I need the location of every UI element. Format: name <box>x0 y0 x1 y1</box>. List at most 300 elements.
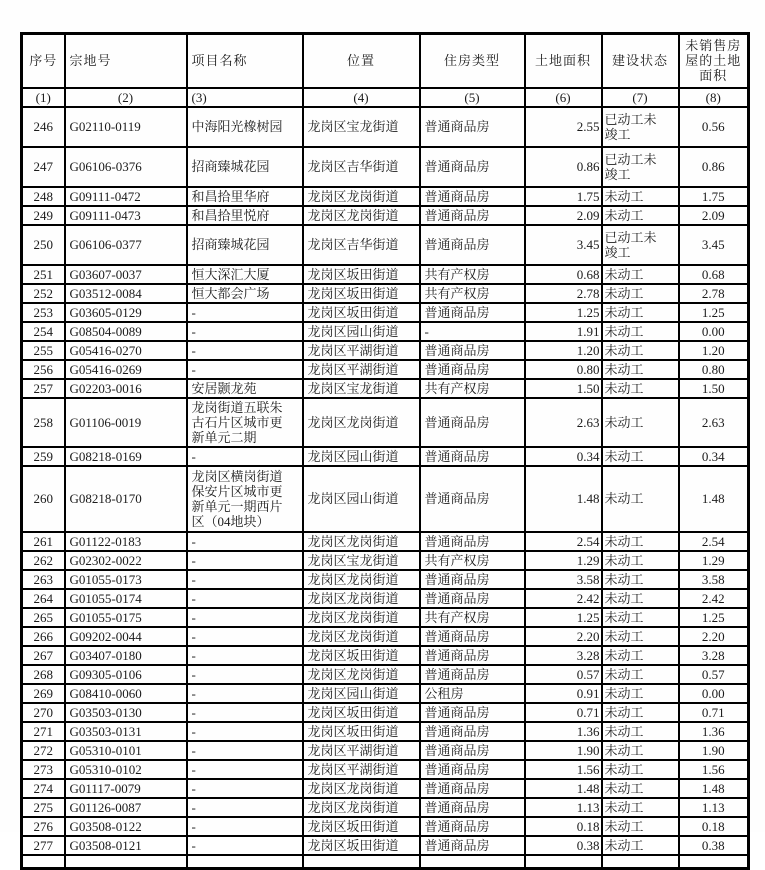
cell-seq: 257 <box>22 379 65 398</box>
cell-unsold-land-area: 0.34 <box>679 447 749 466</box>
cell-parcel-id: G01126-0087 <box>65 798 187 817</box>
cell-seq: 258 <box>22 398 65 447</box>
cell-empty <box>525 855 602 869</box>
table-row <box>22 225 749 265</box>
cell-seq: 248 <box>22 187 65 206</box>
cell-empty <box>187 855 303 869</box>
cell-location: 龙岗区平湖街道 <box>303 760 420 779</box>
cell-unsold-land-area: 1.20 <box>679 341 749 360</box>
cell-housing-type: 普通商品房 <box>420 589 525 608</box>
cell-land-area: 0.38 <box>525 836 602 855</box>
column-index-location: (4) <box>303 88 420 107</box>
cell-land-area: 1.56 <box>525 760 602 779</box>
column-header-seq: 序号 <box>22 34 65 88</box>
cell-unsold-land-area: 0.68 <box>679 265 749 284</box>
cell-parcel-id: G03503-0130 <box>65 703 187 722</box>
cell-seq: 256 <box>22 360 65 379</box>
cell-project-name: - <box>187 646 303 665</box>
cell-unsold-land-area: 2.54 <box>679 532 749 551</box>
cell-construction-status: 已动工未竣工 <box>602 107 679 147</box>
table-row <box>22 722 749 741</box>
cell-land-area: 1.75 <box>525 187 602 206</box>
cell-land-area: 2.42 <box>525 589 602 608</box>
column-index-housing-type: (5) <box>420 88 525 107</box>
table-row <box>22 665 749 684</box>
cell-housing-type: 普通商品房 <box>420 570 525 589</box>
cell-project-name: - <box>187 608 303 627</box>
cell-construction-status: 未动工 <box>602 341 679 360</box>
cell-housing-type: 普通商品房 <box>420 147 525 187</box>
column-index-parcel-id: (2) <box>65 88 187 107</box>
cell-unsold-land-area: 1.48 <box>679 466 749 532</box>
table-row <box>22 447 749 466</box>
cell-location: 龙岗区龙岗街道 <box>303 665 420 684</box>
cell-construction-status: 未动工 <box>602 627 679 646</box>
land-parcel-table <box>20 32 750 870</box>
cell-project-name: - <box>187 532 303 551</box>
cell-seq: 246 <box>22 107 65 147</box>
cell-housing-type: 共有产权房 <box>420 265 525 284</box>
cell-housing-type: 普通商品房 <box>420 779 525 798</box>
cell-empty <box>303 855 420 869</box>
cell-housing-type: 共有产权房 <box>420 284 525 303</box>
cell-housing-type: 普通商品房 <box>420 225 525 265</box>
cell-unsold-land-area: 0.00 <box>679 322 749 341</box>
cell-parcel-id: G02110-0119 <box>65 107 187 147</box>
table-row <box>22 817 749 836</box>
cell-location: 龙岗区吉华街道 <box>303 225 420 265</box>
cell-construction-status: 未动工 <box>602 532 679 551</box>
cell-housing-type: 普通商品房 <box>420 341 525 360</box>
cell-housing-type: 普通商品房 <box>420 741 525 760</box>
cell-housing-type: 普通商品房 <box>420 722 525 741</box>
cell-unsold-land-area: 1.36 <box>679 722 749 741</box>
cell-unsold-land-area: 0.71 <box>679 703 749 722</box>
cell-seq: 275 <box>22 798 65 817</box>
cell-land-area: 2.09 <box>525 206 602 225</box>
cell-seq: 269 <box>22 684 65 703</box>
cell-project-name: 龙岗街道五联朱古石片区城市更新单元二期 <box>187 398 303 447</box>
cell-housing-type: 共有产权房 <box>420 608 525 627</box>
column-header-parcel-id: 宗地号 <box>65 34 187 88</box>
cell-construction-status: 已动工未竣工 <box>602 225 679 265</box>
cell-location: 龙岗区吉华街道 <box>303 147 420 187</box>
cell-housing-type: 共有产权房 <box>420 551 525 570</box>
cell-land-area: 1.36 <box>525 722 602 741</box>
cell-land-area: 2.54 <box>525 532 602 551</box>
table-row <box>22 360 749 379</box>
cell-unsold-land-area: 1.25 <box>679 303 749 322</box>
cell-housing-type: 普通商品房 <box>420 665 525 684</box>
cell-project-name: - <box>187 570 303 589</box>
cell-location: 龙岗区龙岗街道 <box>303 206 420 225</box>
cell-land-area: 3.28 <box>525 646 602 665</box>
cell-project-name: - <box>187 817 303 836</box>
cell-unsold-land-area: 1.90 <box>679 741 749 760</box>
cell-land-area: 0.68 <box>525 265 602 284</box>
cell-location: 龙岗区坂田街道 <box>303 817 420 836</box>
cell-parcel-id: G03508-0122 <box>65 817 187 836</box>
cell-location: 龙岗区龙岗街道 <box>303 627 420 646</box>
cell-parcel-id: G09202-0044 <box>65 627 187 646</box>
cell-land-area: 3.45 <box>525 225 602 265</box>
cell-parcel-id: G06106-0377 <box>65 225 187 265</box>
cell-location: 龙岗区龙岗街道 <box>303 570 420 589</box>
cell-housing-type: 普通商品房 <box>420 817 525 836</box>
cell-land-area: 2.78 <box>525 284 602 303</box>
cell-housing-type: 普通商品房 <box>420 646 525 665</box>
cell-land-area: 1.50 <box>525 379 602 398</box>
table-row <box>22 466 749 532</box>
cell-parcel-id: G03508-0121 <box>65 836 187 855</box>
table-row <box>22 608 749 627</box>
cell-unsold-land-area: 1.48 <box>679 779 749 798</box>
cell-seq: 266 <box>22 627 65 646</box>
table-row <box>22 836 749 855</box>
table-row <box>22 398 749 447</box>
cell-parcel-id: G01117-0079 <box>65 779 187 798</box>
cell-seq: 263 <box>22 570 65 589</box>
cell-construction-status: 未动工 <box>602 684 679 703</box>
cell-construction-status: 未动工 <box>602 665 679 684</box>
cell-construction-status: 未动工 <box>602 798 679 817</box>
table-row <box>22 206 749 225</box>
table-row <box>22 284 749 303</box>
cell-construction-status: 未动工 <box>602 284 679 303</box>
cell-housing-type: 普通商品房 <box>420 760 525 779</box>
cell-land-area: 1.91 <box>525 322 602 341</box>
cell-housing-type: 普通商品房 <box>420 798 525 817</box>
cell-unsold-land-area: 2.78 <box>679 284 749 303</box>
cell-seq: 272 <box>22 741 65 760</box>
cell-seq: 261 <box>22 532 65 551</box>
table-body <box>22 107 749 869</box>
cell-project-name: - <box>187 589 303 608</box>
cell-seq: 255 <box>22 341 65 360</box>
cell-housing-type: 普通商品房 <box>420 206 525 225</box>
cell-housing-type: 普通商品房 <box>420 836 525 855</box>
cell-land-area: 1.90 <box>525 741 602 760</box>
cell-seq: 273 <box>22 760 65 779</box>
cell-unsold-land-area: 2.09 <box>679 206 749 225</box>
table-row <box>22 303 749 322</box>
cell-seq: 247 <box>22 147 65 187</box>
cell-empty <box>420 855 525 869</box>
column-index-seq: (1) <box>22 88 65 107</box>
cell-unsold-land-area: 0.86 <box>679 147 749 187</box>
cell-location: 龙岗区坂田街道 <box>303 303 420 322</box>
cell-construction-status: 未动工 <box>602 817 679 836</box>
table-row <box>22 760 749 779</box>
cell-location: 龙岗区龙岗街道 <box>303 779 420 798</box>
cell-project-name: - <box>187 303 303 322</box>
cell-location: 龙岗区坂田街道 <box>303 265 420 284</box>
cell-land-area: 1.48 <box>525 779 602 798</box>
cell-land-area: 0.86 <box>525 147 602 187</box>
cell-parcel-id: G03605-0129 <box>65 303 187 322</box>
cell-project-name: - <box>187 551 303 570</box>
cell-construction-status: 未动工 <box>602 570 679 589</box>
cell-land-area: 1.13 <box>525 798 602 817</box>
cell-location: 龙岗区宝龙街道 <box>303 107 420 147</box>
column-index-construction-status: (7) <box>602 88 679 107</box>
cell-location: 龙岗区园山街道 <box>303 684 420 703</box>
cell-construction-status: 已动工未竣工 <box>602 147 679 187</box>
cell-parcel-id: G09111-0473 <box>65 206 187 225</box>
cell-parcel-id: G03512-0084 <box>65 284 187 303</box>
cell-project-name: 和昌拾里华府 <box>187 187 303 206</box>
cell-construction-status: 未动工 <box>602 741 679 760</box>
cell-empty <box>602 855 679 869</box>
cell-unsold-land-area: 2.42 <box>679 589 749 608</box>
cell-parcel-id: G03407-0180 <box>65 646 187 665</box>
cell-project-name: - <box>187 665 303 684</box>
cell-housing-type: 普通商品房 <box>420 360 525 379</box>
cell-seq: 253 <box>22 303 65 322</box>
column-header-construction-status: 建设状态 <box>602 34 679 88</box>
cell-construction-status: 未动工 <box>602 760 679 779</box>
table-row <box>22 341 749 360</box>
cell-unsold-land-area: 1.25 <box>679 608 749 627</box>
table-row <box>22 798 749 817</box>
cell-unsold-land-area: 0.18 <box>679 817 749 836</box>
cell-unsold-land-area: 0.00 <box>679 684 749 703</box>
cell-land-area: 0.91 <box>525 684 602 703</box>
header-index-row <box>22 88 749 107</box>
column-index-unsold-land-area: (8) <box>679 88 749 107</box>
cell-project-name: 龙岗区横岗街道保安片区城市更新单元一期西片区（04地块） <box>187 466 303 532</box>
cell-unsold-land-area: 2.63 <box>679 398 749 447</box>
cell-location: 龙岗区龙岗街道 <box>303 608 420 627</box>
cell-land-area: 2.63 <box>525 398 602 447</box>
cell-location: 龙岗区坂田街道 <box>303 284 420 303</box>
cell-unsold-land-area: 1.13 <box>679 798 749 817</box>
cell-project-name: - <box>187 322 303 341</box>
cell-unsold-land-area: 1.75 <box>679 187 749 206</box>
cell-project-name: - <box>187 360 303 379</box>
cell-project-name: - <box>187 627 303 646</box>
cell-seq: 271 <box>22 722 65 741</box>
cell-land-area: 0.57 <box>525 665 602 684</box>
cell-project-name: 恒大都会广场 <box>187 284 303 303</box>
cell-housing-type: 普通商品房 <box>420 187 525 206</box>
cell-parcel-id: G01122-0183 <box>65 532 187 551</box>
cell-unsold-land-area: 0.57 <box>679 665 749 684</box>
cell-construction-status: 未动工 <box>602 187 679 206</box>
cell-housing-type: 共有产权房 <box>420 379 525 398</box>
cell-land-area: 0.80 <box>525 360 602 379</box>
cell-land-area: 0.71 <box>525 703 602 722</box>
cell-project-name: 招商臻城花园 <box>187 147 303 187</box>
cell-project-name: - <box>187 722 303 741</box>
cell-project-name: 和昌拾里悦府 <box>187 206 303 225</box>
cell-land-area: 3.58 <box>525 570 602 589</box>
cell-location: 龙岗区平湖街道 <box>303 741 420 760</box>
header-label-row <box>22 34 749 88</box>
cell-unsold-land-area: 3.45 <box>679 225 749 265</box>
cell-construction-status: 未动工 <box>602 447 679 466</box>
table-row <box>22 147 749 187</box>
cell-empty <box>65 855 187 869</box>
table-row <box>22 570 749 589</box>
cell-project-name: 招商臻城花园 <box>187 225 303 265</box>
cell-location: 龙岗区园山街道 <box>303 466 420 532</box>
cell-construction-status: 未动工 <box>602 398 679 447</box>
column-header-unsold-land-area: 未销售房屋的土地面积 <box>679 34 749 88</box>
table-row <box>22 703 749 722</box>
cell-parcel-id: G06106-0376 <box>65 147 187 187</box>
column-header-project-name: 项目名称 <box>187 34 303 88</box>
cell-land-area: 2.55 <box>525 107 602 147</box>
cell-construction-status: 未动工 <box>602 703 679 722</box>
cell-parcel-id: G05416-0270 <box>65 341 187 360</box>
table-row <box>22 684 749 703</box>
table-row <box>22 779 749 798</box>
cell-parcel-id: G08504-0089 <box>65 322 187 341</box>
table-row <box>22 322 749 341</box>
cell-location: 龙岗区平湖街道 <box>303 360 420 379</box>
cell-construction-status: 未动工 <box>602 206 679 225</box>
cell-project-name: - <box>187 341 303 360</box>
cell-land-area: 2.20 <box>525 627 602 646</box>
cell-construction-status: 未动工 <box>602 722 679 741</box>
cell-construction-status: 未动工 <box>602 836 679 855</box>
table-row <box>22 646 749 665</box>
cell-unsold-land-area: 0.80 <box>679 360 749 379</box>
table-row <box>22 741 749 760</box>
cell-unsold-land-area: 0.38 <box>679 836 749 855</box>
cell-seq: 250 <box>22 225 65 265</box>
cell-construction-status: 未动工 <box>602 551 679 570</box>
cell-housing-type: 普通商品房 <box>420 532 525 551</box>
cell-unsold-land-area: 2.20 <box>679 627 749 646</box>
cell-land-area: 0.18 <box>525 817 602 836</box>
cell-location: 龙岗区龙岗街道 <box>303 187 420 206</box>
cell-location: 龙岗区龙岗街道 <box>303 532 420 551</box>
cell-unsold-land-area: 3.58 <box>679 570 749 589</box>
cell-parcel-id: G01055-0173 <box>65 570 187 589</box>
cell-housing-type: 普通商品房 <box>420 447 525 466</box>
cell-construction-status: 未动工 <box>602 322 679 341</box>
cell-project-name: 安居颢龙苑 <box>187 379 303 398</box>
cell-parcel-id: G01055-0175 <box>65 608 187 627</box>
cell-construction-status: 未动工 <box>602 646 679 665</box>
cell-construction-status: 未动工 <box>602 303 679 322</box>
cell-location: 龙岗区坂田街道 <box>303 836 420 855</box>
cell-housing-type: 普通商品房 <box>420 107 525 147</box>
cell-parcel-id: G02203-0016 <box>65 379 187 398</box>
cell-parcel-id: G03503-0131 <box>65 722 187 741</box>
cell-location: 龙岗区坂田街道 <box>303 646 420 665</box>
cell-seq: 254 <box>22 322 65 341</box>
cell-project-name: - <box>187 779 303 798</box>
cell-construction-status: 未动工 <box>602 608 679 627</box>
table-row <box>22 265 749 284</box>
cell-parcel-id: G08218-0170 <box>65 466 187 532</box>
cell-unsold-land-area: 1.50 <box>679 379 749 398</box>
cell-unsold-land-area: 1.56 <box>679 760 749 779</box>
cell-construction-status: 未动工 <box>602 589 679 608</box>
cell-parcel-id: G05310-0101 <box>65 741 187 760</box>
table-row <box>22 532 749 551</box>
cell-project-name: - <box>187 760 303 779</box>
cell-location: 龙岗区龙岗街道 <box>303 589 420 608</box>
table-header <box>22 34 749 107</box>
cell-project-name: - <box>187 798 303 817</box>
cell-seq: 252 <box>22 284 65 303</box>
cell-parcel-id: G08218-0169 <box>65 447 187 466</box>
cell-location: 龙岗区龙岗街道 <box>303 798 420 817</box>
cell-housing-type: 普通商品房 <box>420 398 525 447</box>
cell-land-area: 0.34 <box>525 447 602 466</box>
cell-seq: 265 <box>22 608 65 627</box>
cell-location: 龙岗区宝龙街道 <box>303 379 420 398</box>
cell-location: 龙岗区坂田街道 <box>303 703 420 722</box>
cell-project-name: - <box>187 684 303 703</box>
cell-construction-status: 未动工 <box>602 265 679 284</box>
cell-project-name: 中海阳光橡树园 <box>187 107 303 147</box>
cell-construction-status: 未动工 <box>602 779 679 798</box>
cell-seq: 251 <box>22 265 65 284</box>
cell-housing-type: 普通商品房 <box>420 466 525 532</box>
column-header-housing-type: 住房类型 <box>420 34 525 88</box>
cell-location: 龙岗区龙岗街道 <box>303 398 420 447</box>
cell-location: 龙岗区园山街道 <box>303 322 420 341</box>
cell-construction-status: 未动工 <box>602 360 679 379</box>
cell-seq: 260 <box>22 466 65 532</box>
cell-land-area: 1.48 <box>525 466 602 532</box>
cell-seq: 277 <box>22 836 65 855</box>
cell-empty <box>679 855 749 869</box>
cell-location: 龙岗区平湖街道 <box>303 341 420 360</box>
cell-housing-type: 普通商品房 <box>420 627 525 646</box>
cell-land-area: 1.29 <box>525 551 602 570</box>
cell-parcel-id: G03607-0037 <box>65 265 187 284</box>
cell-parcel-id: G09111-0472 <box>65 187 187 206</box>
cell-unsold-land-area: 1.29 <box>679 551 749 570</box>
cell-construction-status: 未动工 <box>602 379 679 398</box>
cell-project-name: - <box>187 741 303 760</box>
cell-project-name: - <box>187 703 303 722</box>
cell-project-name: 恒大深汇大厦 <box>187 265 303 284</box>
table-row <box>22 107 749 147</box>
cell-seq: 267 <box>22 646 65 665</box>
cell-land-area: 1.20 <box>525 341 602 360</box>
cell-project-name: - <box>187 447 303 466</box>
cell-housing-type: 公租房 <box>420 684 525 703</box>
cell-parcel-id: G08410-0060 <box>65 684 187 703</box>
cell-parcel-id: G05310-0102 <box>65 760 187 779</box>
cell-unsold-land-area: 0.56 <box>679 107 749 147</box>
cell-parcel-id: G05416-0269 <box>65 360 187 379</box>
cell-location: 龙岗区宝龙街道 <box>303 551 420 570</box>
cell-housing-type: 普通商品房 <box>420 703 525 722</box>
cell-seq: 262 <box>22 551 65 570</box>
cell-location: 龙岗区园山街道 <box>303 447 420 466</box>
cell-parcel-id: G01106-0019 <box>65 398 187 447</box>
cell-land-area: 1.25 <box>525 608 602 627</box>
cell-seq: 270 <box>22 703 65 722</box>
cell-empty <box>22 855 65 869</box>
cell-construction-status: 未动工 <box>602 466 679 532</box>
cell-seq: 264 <box>22 589 65 608</box>
table-row <box>22 187 749 206</box>
column-header-location: 位置 <box>303 34 420 88</box>
cell-parcel-id: G09305-0106 <box>65 665 187 684</box>
table-row <box>22 551 749 570</box>
cell-parcel-id: G02302-0022 <box>65 551 187 570</box>
cell-unsold-land-area: 3.28 <box>679 646 749 665</box>
